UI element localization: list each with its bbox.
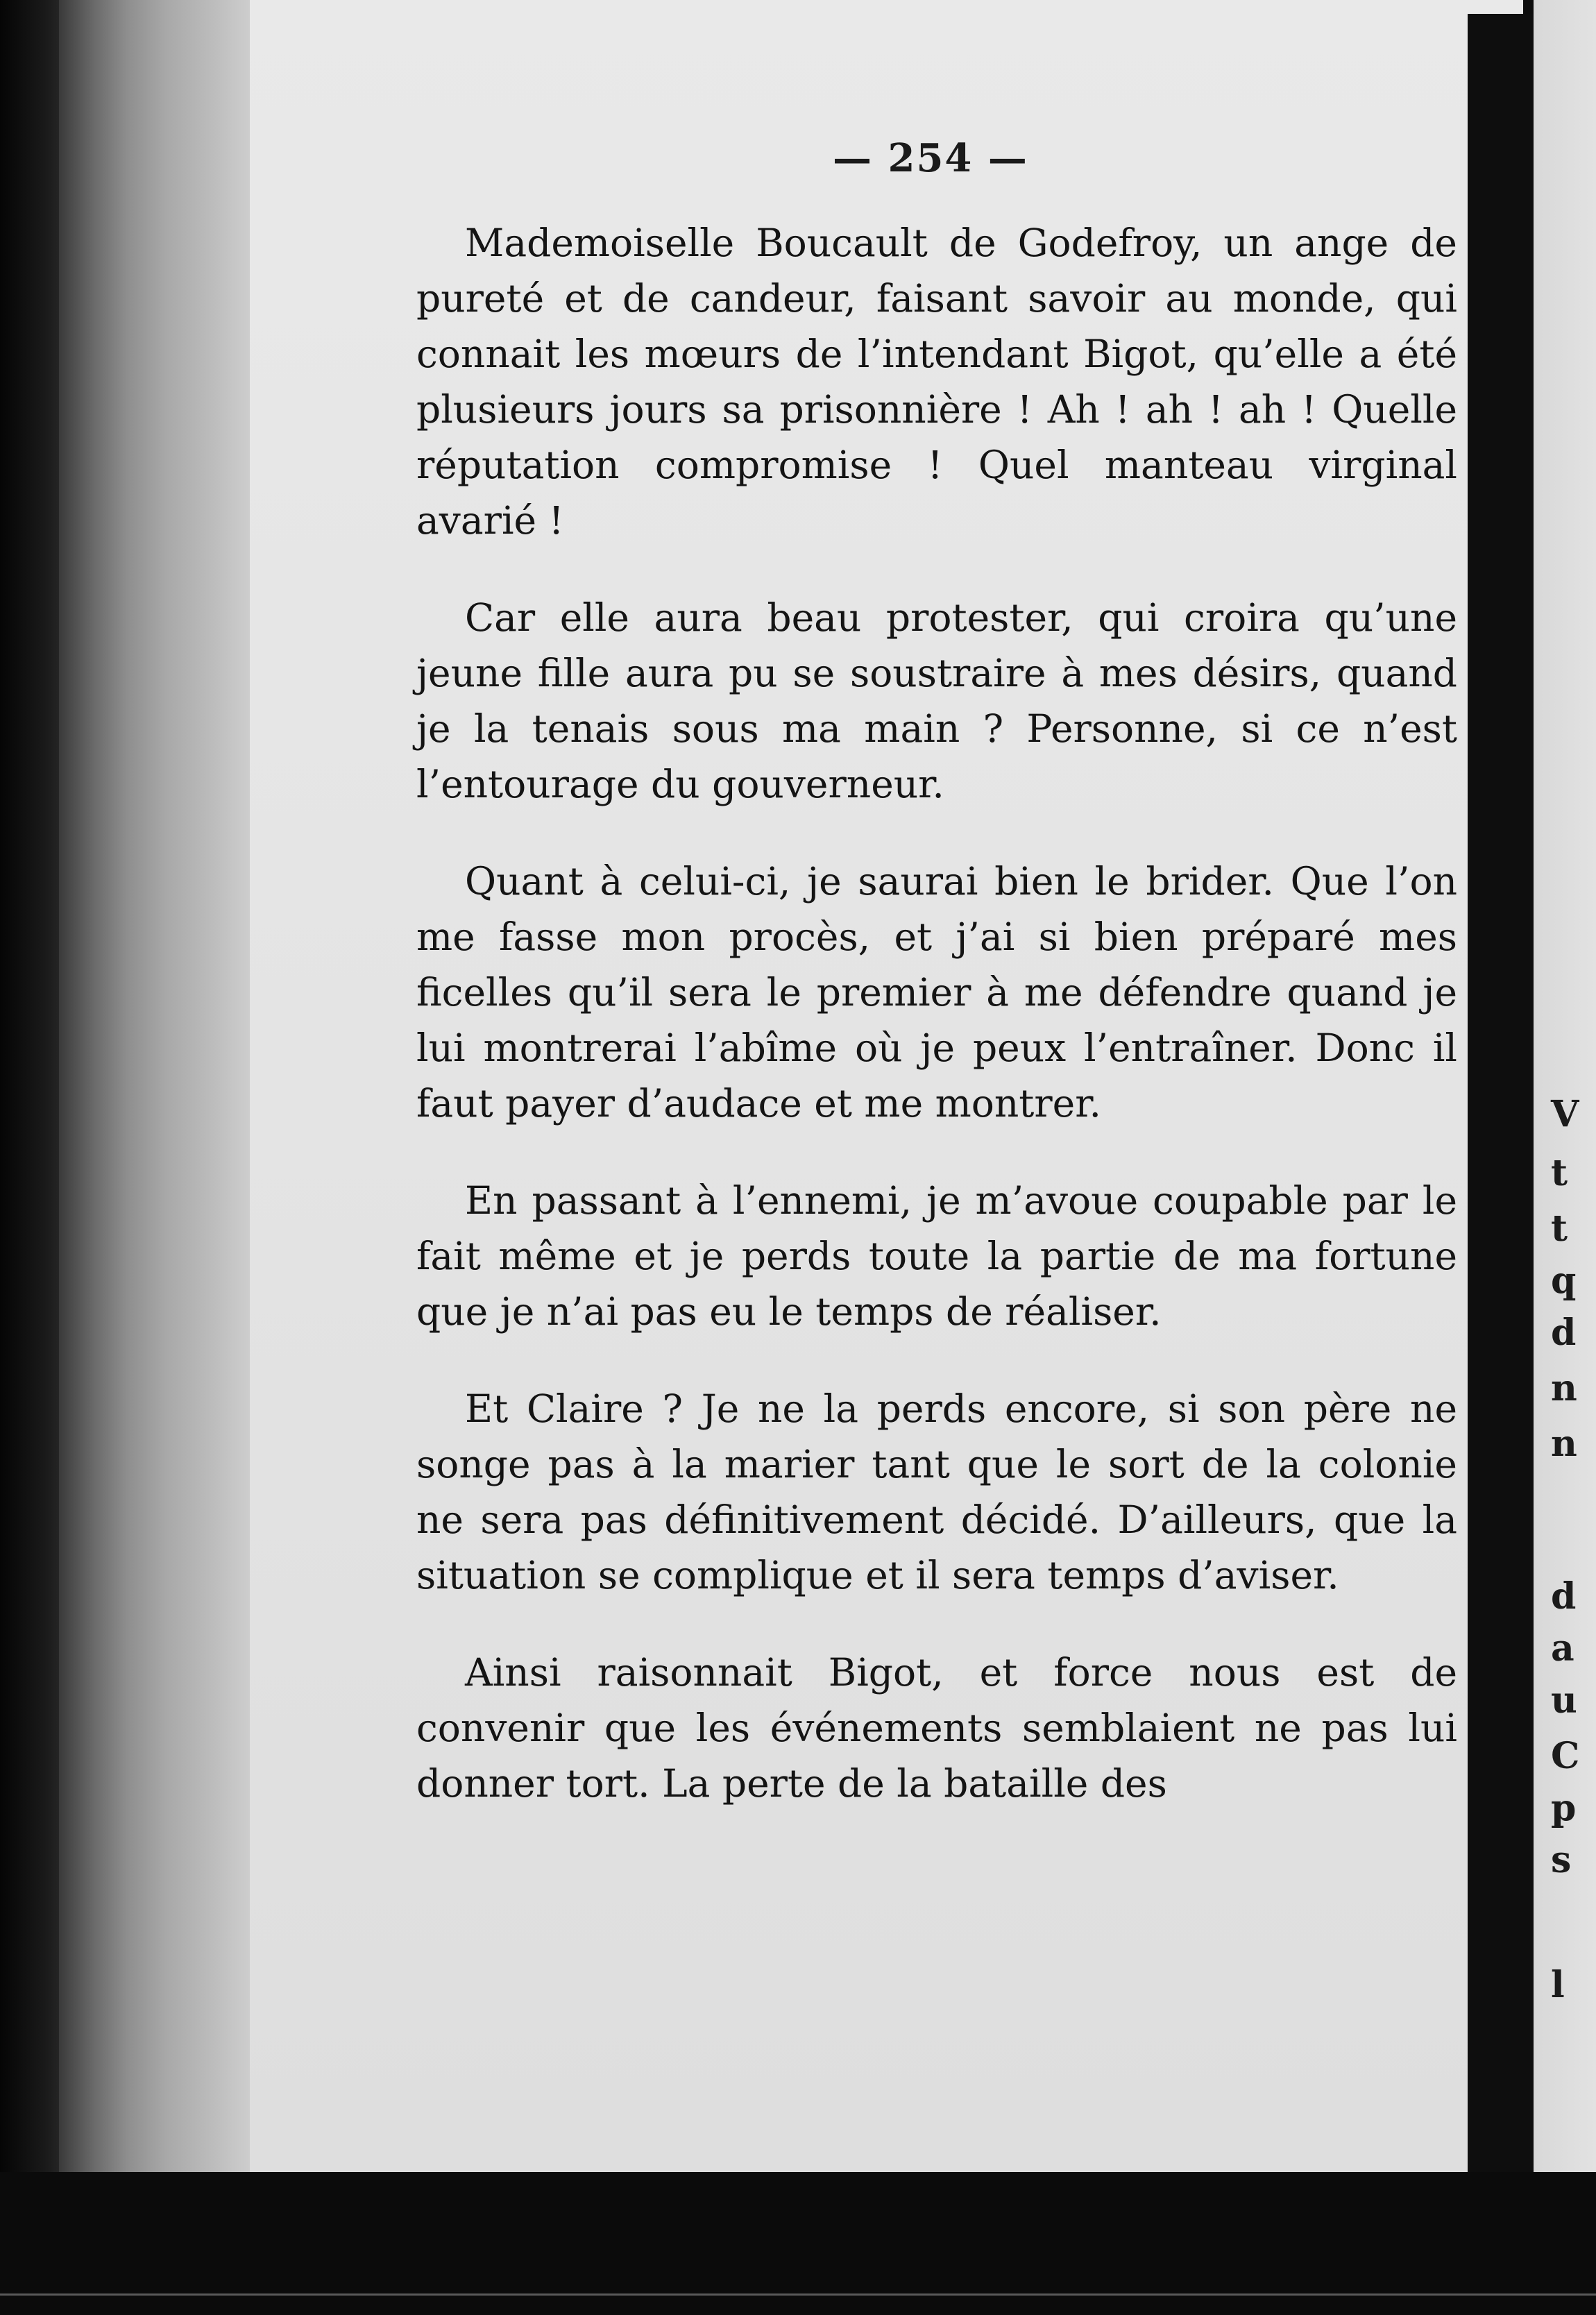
edge-letter: p: [1551, 1787, 1577, 1829]
edge-letter: t: [1551, 1207, 1568, 1250]
edge-letter: C: [1551, 1735, 1580, 1777]
edge-letter: l: [1551, 1964, 1565, 2006]
edge-letter: a: [1551, 1627, 1574, 1670]
edge-letter: t: [1551, 1152, 1568, 1194]
paragraph: Quant à celui-ci, je saurai bien le brider. Que l’on me fasse mon procès, et j’ai si bien préparé mes ficelles qu’il sera le premier à me défendre quand je lui montrerai l’abîme où je peux l’entraîner. Donc il faut payer d’audace et me montrer.: [416, 859, 1457, 1126]
edge-letter: n: [1551, 1423, 1577, 1465]
edge-letter: d: [1551, 1312, 1577, 1354]
edge-letter: V: [1551, 1093, 1579, 1135]
edge-letter: n: [1551, 1367, 1577, 1409]
page-number: — 254 —: [833, 135, 1028, 181]
book-spine: [1468, 14, 1534, 2186]
book-gutter: [59, 0, 253, 2179]
edge-letter: q: [1551, 1260, 1577, 1302]
edge-letter: s: [1551, 1839, 1572, 1881]
paragraph: Mademoiselle Boucault de Godefroy, un ange de pureté et de candeur, faisant savoir au monde, qui connait les mœurs de l’intendant Bigot, qu’elle a été plusieurs jours sa prisonnière ! Ah ! ah ! ah ! Quelle réputation compromise ! Quel manteau virginal avarié !: [416, 221, 1457, 543]
edge-letter: d: [1551, 1575, 1577, 1618]
paragraph: En passant à l’ennemi, je m’avoue coupable par le fait même et je perds toute la partie de ma fortune que je n’ai pas eu le temps de réaliser.: [416, 1178, 1457, 1334]
scan-bottom-line: [0, 2293, 1596, 2296]
paragraph: Ainsi raisonnait Bigot, et force nous est de convenir que les événements semblaient ne pas lui donner tort. La perte de la bataille des: [416, 1650, 1457, 1806]
scan-left-margin: [0, 0, 66, 2315]
paragraph: Et Claire ? Je ne la perds encore, si son père ne songe pas à la marier tant que le sort de la colonie ne sera pas définitivement décidé. D’ailleurs, que la situation se complique et il sera temps d’aviser.: [416, 1387, 1457, 1597]
edge-letter: u: [1551, 1679, 1577, 1722]
paragraph: Car elle aura beau protester, qui croira qu’une jeune fille aura pu se soustraire à mes désirs, quand je la tenais sous ma main ? Personne, si ce n’est l’entourage du gouverneur.: [416, 595, 1457, 806]
page-text: [416, 215, 1457, 1853]
